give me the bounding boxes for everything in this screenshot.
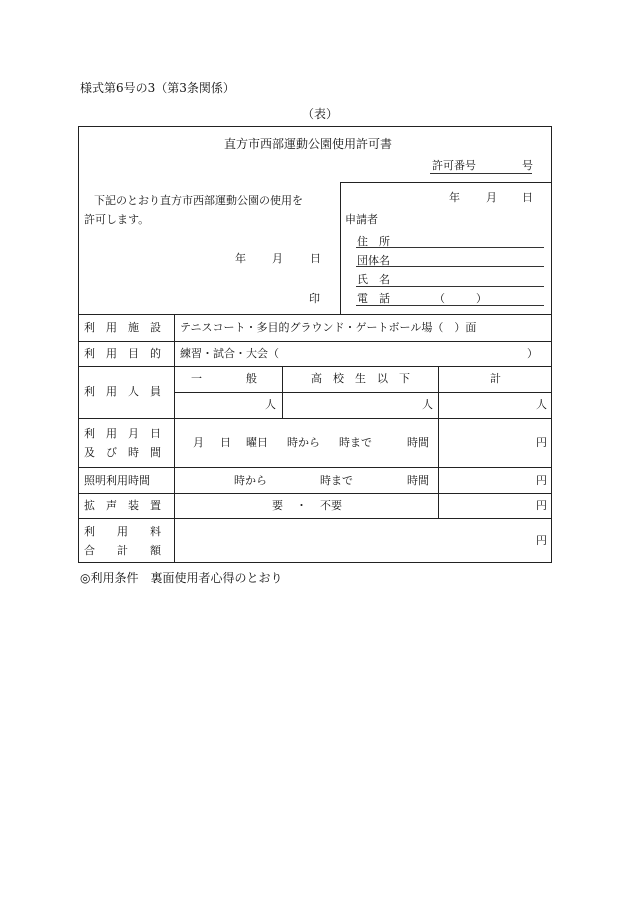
- group-name-field-line[interactable]: [356, 266, 544, 267]
- approval-text-line1: 下記のとおり直方市西部運動公園の使用を: [94, 194, 303, 207]
- permit-form-table: [78, 126, 552, 563]
- approval-seal: 印: [309, 292, 320, 305]
- people-label: 利 用 人 員: [84, 385, 161, 398]
- lighting-currency: 円: [536, 474, 547, 487]
- address-label: 住 所: [357, 235, 390, 248]
- applicant-heading: 申請者: [345, 213, 378, 226]
- pa-label: 拡 声 装 置: [84, 499, 161, 512]
- permit-number-underline: [430, 173, 532, 174]
- people-total-unit: 人: [536, 398, 547, 411]
- datetime-from: 時から: [287, 436, 320, 449]
- datetime-month: 月: [193, 436, 204, 449]
- datetime-label-line1: 利 用 月 日: [84, 427, 161, 440]
- permit-number-suffix: 号: [522, 159, 533, 172]
- approval-year: 年: [235, 252, 246, 265]
- pa-no-need: 不要: [320, 499, 342, 512]
- phone-paren-close: ）: [476, 292, 487, 305]
- datetime-hours: 時間: [407, 436, 429, 449]
- form-number: 様式第6号の3（第3条関係）: [80, 81, 235, 95]
- side-label: （表）: [302, 107, 339, 121]
- lighting-to: 時まで: [320, 474, 353, 487]
- pa-currency: 円: [536, 499, 547, 512]
- pa-dot: ・: [296, 499, 307, 512]
- phone-field-line[interactable]: [356, 305, 544, 306]
- phone-label: 電 話: [357, 292, 390, 305]
- address-field-line[interactable]: [356, 247, 544, 248]
- datetime-weekday: 曜日: [246, 436, 268, 449]
- form-title: 直方市西部運動公園使用許可書: [224, 137, 393, 151]
- approval-text-line2: 許可します。: [84, 213, 150, 226]
- group-name-label: 団体名: [357, 254, 390, 267]
- datetime-day: 日: [220, 436, 231, 449]
- lighting-hours: 時間: [407, 474, 429, 487]
- lighting-from: 時から: [234, 474, 267, 487]
- phone-paren-open: （: [434, 292, 445, 305]
- datetime-currency: 円: [536, 436, 547, 449]
- name-field-line[interactable]: [356, 286, 544, 287]
- people-col-total: 計: [490, 372, 501, 385]
- total-currency: 円: [536, 534, 547, 547]
- people-students-unit: 人: [422, 398, 433, 411]
- purpose-value: 練習・試合・大会（: [180, 347, 279, 360]
- approval-day: 日: [310, 252, 321, 265]
- purpose-label: 利 用 目 的: [84, 347, 161, 360]
- lighting-label: 照明利用時間: [84, 474, 150, 487]
- applicant-year: 年: [449, 191, 460, 204]
- datetime-label-line2: 及 び 時 間: [84, 446, 161, 459]
- applicant-day: 日: [522, 191, 533, 204]
- people-col-general: 一 般: [191, 372, 257, 385]
- people-general-unit: 人: [265, 398, 276, 411]
- pa-need: 要: [272, 499, 283, 512]
- datetime-to: 時まで: [339, 436, 372, 449]
- purpose-close: ）: [527, 347, 538, 360]
- applicant-month: 月: [486, 191, 497, 204]
- facility-label: 利 用 施 設: [84, 321, 161, 334]
- total-label-line2: 合 計 額: [84, 544, 161, 557]
- name-label: 氏 名: [357, 273, 390, 286]
- permit-number-label: 許可番号: [432, 159, 476, 172]
- total-label-line1: 利 用 料: [84, 525, 161, 538]
- people-col-students: 高 校 生 以 下: [311, 372, 410, 385]
- footer-note: ◎利用条件 裏面使用者心得のとおり: [80, 571, 283, 585]
- facility-value: テニスコート・多目的グラウンド・ゲートボール場（ ）面: [180, 321, 477, 334]
- approval-month: 月: [272, 252, 283, 265]
